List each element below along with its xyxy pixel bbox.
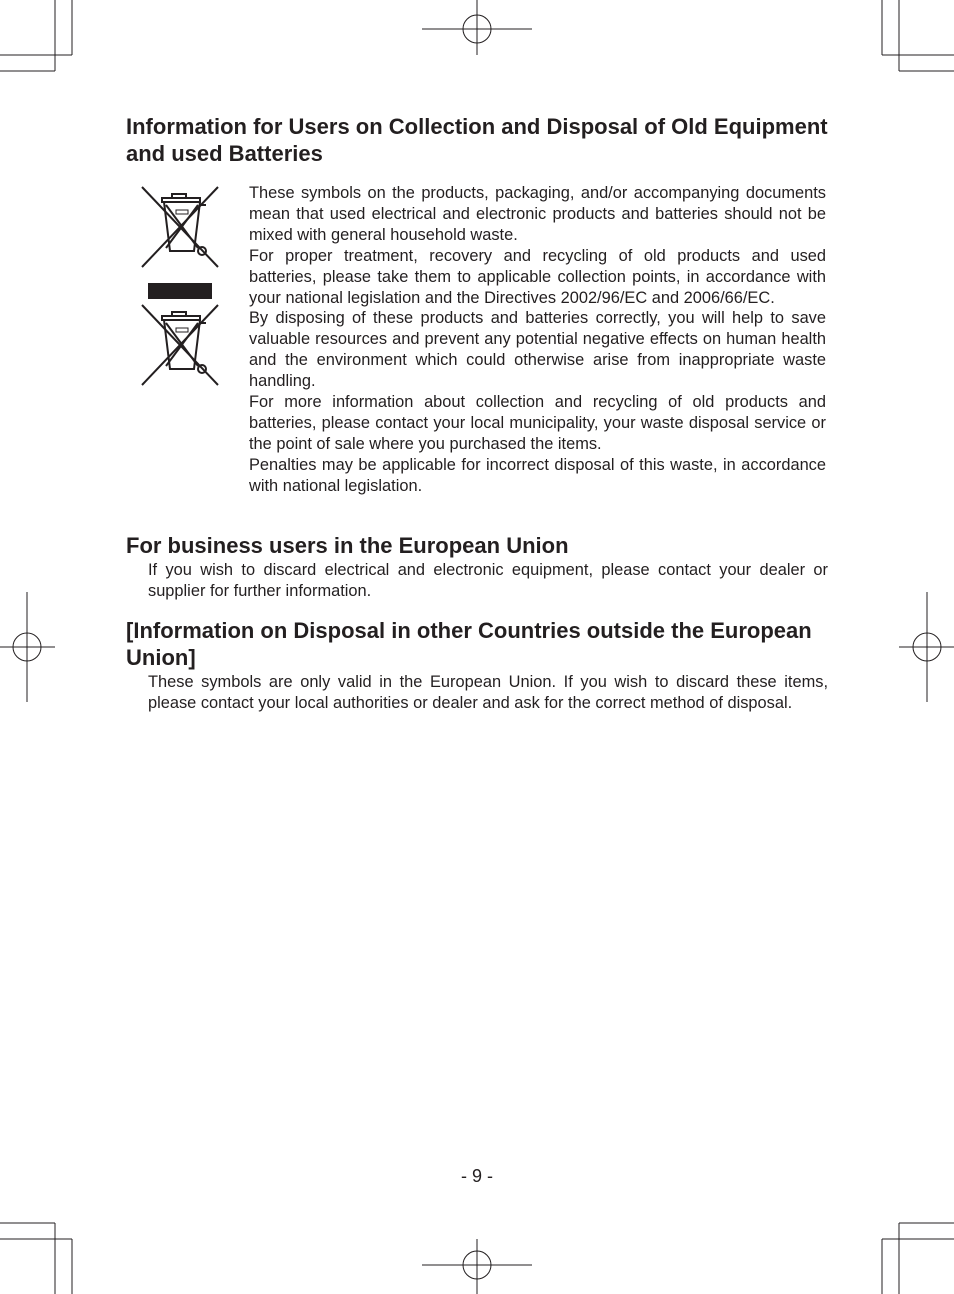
section-heading-outside-eu: [Information on Disposal in other Countries outside the European Union] [126,618,812,670]
black-bar-mark [148,283,212,299]
crossed-out-wheeled-bin-icon [140,185,220,274]
intro-paragraph: For more information about collection and recycling of old products and batteries, please contact your local municipality, your waste disposal service or the point of sale where you purchased the items. [249,393,826,453]
business-paragraph: If you wish to discard electrical and electronic equipment, please contact your dealer or supplier for further information. [148,561,828,600]
intro-text-block [249,183,826,497]
crossed-out-wheeled-bin-with-bar-icon [140,303,220,392]
intro-paragraph: Penalties may be applicable for incorrect disposal of this waste, in accordance with national legislation. [249,455,826,495]
section-heading-collection-disposal: Information for Users on Collection and Disposal of Old Equipment and used Batteries [126,114,828,166]
intro-paragraph: By disposing of these products and batteries correctly, you will help to save valuable resources and prevent any potential negative effects on human health and the environment which could otherwise arise from inappropriate waste handling. [249,309,826,391]
intro-paragraph: These symbols on the products, packaging, and/or accompanying documents mean that used electrical and electronic products and batteries should not be mixed with general household waste. [249,184,826,244]
section-heading-business-users: For business users in the European Union [126,533,569,558]
outside-eu-paragraph: These symbols are only valid in the European Union. If you wish to discard these items, please contact your local authorities or dealer and ask for the correct method of disposal. [148,673,828,712]
page-number: - 9 - [460,1166,493,1186]
intro-paragraph: For proper treatment, recovery and recycling of old products and used batteries, please take them to applicable collection points, in accordance with your national legislation and the Directives 2002/96/EC and 2006/66/EC. [249,246,826,307]
